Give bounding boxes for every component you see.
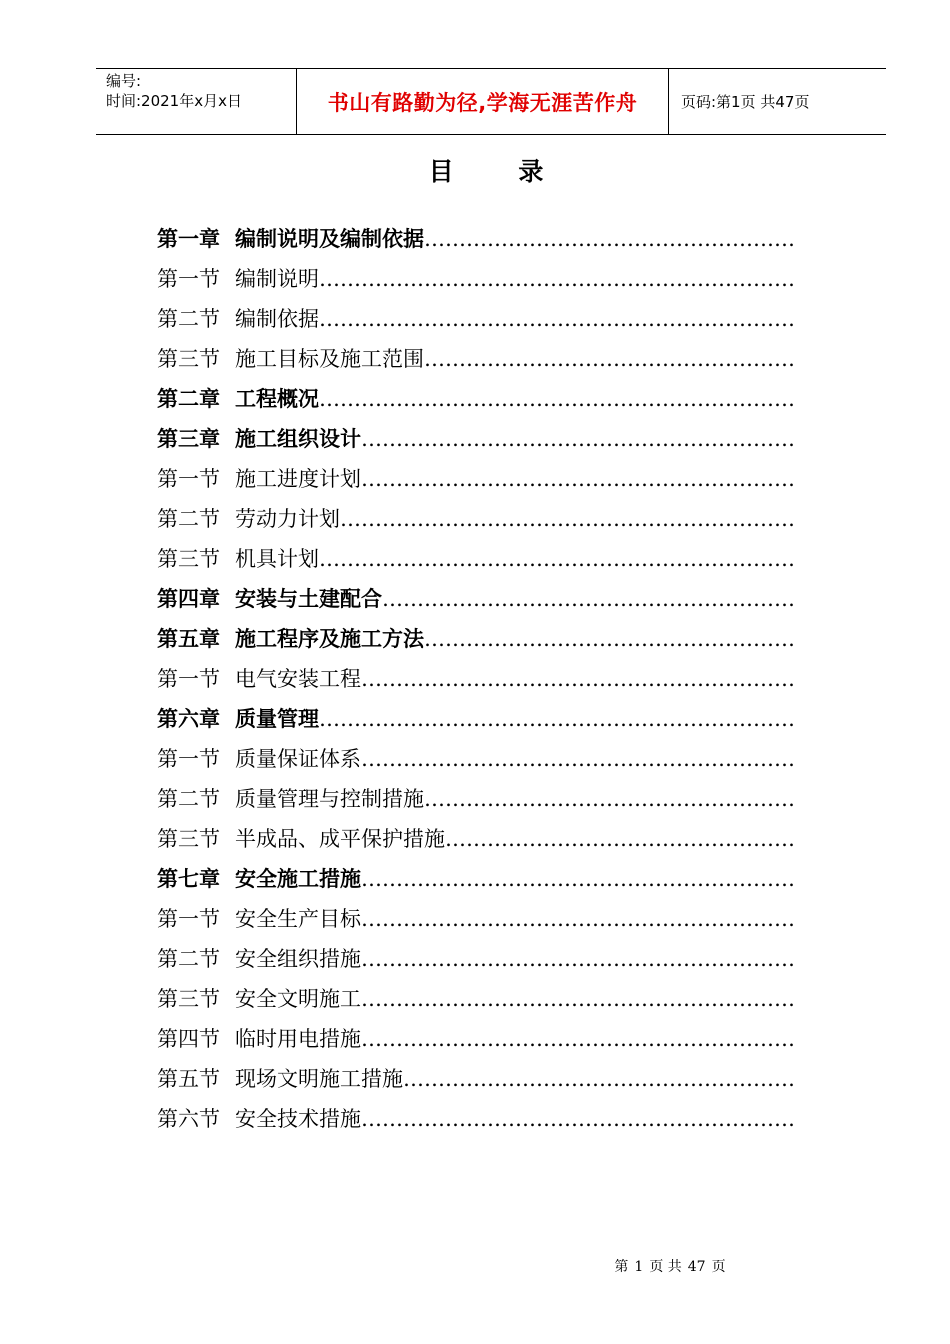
footer-page-number: 1	[634, 1259, 644, 1275]
toc-chapter-entry	[157, 859, 797, 899]
document-number-label: 编号:	[106, 72, 142, 90]
footer-total-pages: 47	[687, 1259, 706, 1275]
toc-chapter-entry	[157, 219, 797, 259]
toc-entry-title: 安全技术措施	[235, 1107, 361, 1131]
footer-mid: 页 共	[649, 1259, 682, 1275]
toc-dot-leader	[424, 619, 797, 659]
footer-prefix: 第	[614, 1259, 629, 1275]
toc-section-entry	[157, 1019, 797, 1059]
toc-section-entry	[157, 259, 797, 299]
toc-entry-number: 第一节	[157, 667, 220, 691]
toc-dot-leader	[361, 459, 797, 499]
toc-entry-title: 电气安装工程	[235, 667, 361, 691]
toc-dot-leader	[361, 1099, 797, 1139]
toc-entry-number: 第一节	[157, 467, 220, 491]
toc-entry-number: 第一节	[157, 267, 220, 291]
toc-dot-leader	[361, 859, 797, 899]
toc-entry-number: 第四章	[157, 587, 220, 611]
header-page-info: 页码:第1页 共47页	[681, 93, 810, 111]
toc-section-entry	[157, 499, 797, 539]
toc-entry-title: 工程概况	[235, 387, 319, 411]
footer-suffix: 页	[711, 1259, 726, 1275]
toc-section-entry	[157, 339, 797, 379]
toc-entry-title: 施工目标及施工范围	[235, 347, 424, 371]
toc-dot-leader	[424, 779, 797, 819]
header-motto: 书山有路勤为径,学海无涯苦作舟	[297, 69, 669, 134]
toc-section-entry	[157, 819, 797, 859]
toc-entry-title: 施工程序及施工方法	[235, 627, 424, 651]
toc-section-entry	[157, 1059, 797, 1099]
toc-entry-number: 第二节	[157, 507, 220, 531]
toc-entry-number: 第七章	[157, 867, 220, 891]
toc-entry-title: 质量保证体系	[235, 747, 361, 771]
toc-entry-number: 第二节	[157, 307, 220, 331]
toc-entry-number: 第一章	[157, 227, 220, 251]
toc-entry-number: 第二章	[157, 387, 220, 411]
toc-entry-title: 劳动力计划	[235, 507, 340, 531]
toc-entry-number: 第三节	[157, 347, 220, 371]
toc-entry-number: 第三章	[157, 427, 220, 451]
toc-dot-leader	[424, 219, 797, 259]
toc-entry-title: 编制依据	[235, 307, 319, 331]
page-footer	[0, 1256, 950, 1276]
toc-entry-title: 编制说明	[235, 267, 319, 291]
toc-entry-number: 第三节	[157, 987, 220, 1011]
toc-chapter-entry	[157, 419, 797, 459]
toc-section-entry	[157, 1099, 797, 1139]
toc-entry-title: 质量管理与控制措施	[235, 787, 424, 811]
toc-entry-title: 临时用电措施	[235, 1027, 361, 1051]
toc-dot-leader	[445, 819, 797, 859]
toc-dot-leader	[319, 379, 797, 419]
toc-entry-title: 机具计划	[235, 547, 319, 571]
toc-section-entry	[157, 779, 797, 819]
toc-section-entry	[157, 979, 797, 1019]
toc-dot-leader	[361, 979, 797, 1019]
toc-entry-number: 第一节	[157, 907, 220, 931]
toc-chapter-entry	[157, 379, 797, 419]
header-meta	[96, 69, 297, 134]
toc-dot-leader	[319, 539, 797, 579]
toc-section-entry	[157, 939, 797, 979]
toc-dot-leader	[361, 739, 797, 779]
toc-entry-title: 质量管理	[235, 707, 319, 731]
toc-dot-leader	[424, 339, 797, 379]
toc-entry-number: 第六章	[157, 707, 220, 731]
toc-entry-title: 现场文明施工措施	[235, 1067, 403, 1091]
toc-chapter-entry	[157, 579, 797, 619]
toc-dot-leader	[319, 299, 797, 339]
table-of-contents	[157, 219, 797, 1139]
toc-section-entry	[157, 459, 797, 499]
toc-dot-leader	[319, 699, 797, 739]
toc-dot-leader	[403, 1059, 797, 1099]
document-time-label: 时间:2021年x月x日	[106, 92, 242, 110]
toc-section-entry	[157, 659, 797, 699]
toc-entry-title: 施工进度计划	[235, 467, 361, 491]
toc-section-entry	[157, 299, 797, 339]
toc-dot-leader	[361, 1019, 797, 1059]
toc-section-entry	[157, 899, 797, 939]
toc-dot-leader	[361, 659, 797, 699]
toc-entry-number: 第二节	[157, 787, 220, 811]
toc-entry-title: 安全组织措施	[235, 947, 361, 971]
toc-entry-title: 安全施工措施	[235, 867, 361, 891]
toc-dot-leader	[361, 899, 797, 939]
toc-entry-title: 半成品、成平保护措施	[235, 827, 445, 851]
toc-entry-number: 第三节	[157, 827, 220, 851]
toc-entry-number: 第一节	[157, 747, 220, 771]
toc-section-entry	[157, 739, 797, 779]
toc-dot-leader	[340, 499, 797, 539]
page-header	[96, 68, 886, 135]
toc-entry-number: 第二节	[157, 947, 220, 971]
toc-entry-number: 第六节	[157, 1107, 220, 1131]
toc-entry-number: 第四节	[157, 1027, 220, 1051]
toc-entry-number: 第三节	[157, 547, 220, 571]
toc-entry-title: 安全文明施工	[235, 987, 361, 1011]
toc-dot-leader	[382, 579, 797, 619]
toc-entry-title: 编制说明及编制依据	[235, 227, 424, 251]
toc-chapter-entry	[157, 619, 797, 659]
toc-entry-number: 第五节	[157, 1067, 220, 1091]
toc-dot-leader	[361, 419, 797, 459]
toc-dot-leader	[319, 259, 797, 299]
toc-entry-title: 施工组织设计	[235, 427, 361, 451]
toc-dot-leader	[361, 939, 797, 979]
toc-entry-title: 安装与土建配合	[235, 587, 382, 611]
page-title: 目 录	[428, 157, 572, 186]
toc-entry-number: 第五章	[157, 627, 220, 651]
toc-chapter-entry	[157, 699, 797, 739]
toc-entry-title: 安全生产目标	[235, 907, 361, 931]
toc-section-entry	[157, 539, 797, 579]
